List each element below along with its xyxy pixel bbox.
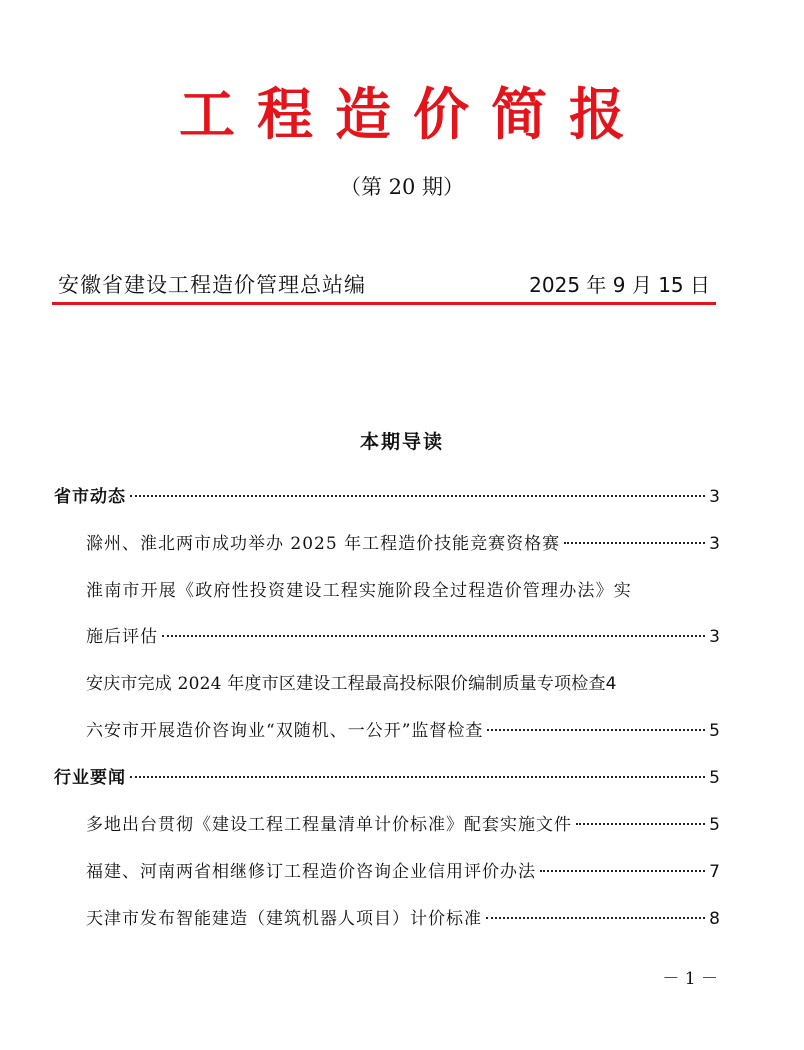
toc-entry[interactable] <box>86 812 720 838</box>
toc-entry-label: 施后评估 <box>86 627 158 647</box>
toc-page-number: 3 <box>709 534 720 554</box>
page-number-footer: － 1 － <box>662 969 718 989</box>
toc-entry-label: 天津市发布智能建造（建筑机器人项目）计价标准 <box>86 909 482 929</box>
toc-entry-label: 安庆市完成 2024 年度市区建设工程最高投标限价编制质量专项检查 <box>86 674 606 694</box>
toc-dot-leader <box>486 917 705 919</box>
toc-dot-leader <box>130 776 705 778</box>
editor-credit: 安徽省建设工程造价管理总站编 <box>58 273 366 297</box>
toc-entry-label: 福建、河南两省相继修订工程造价咨询企业信用评价办法 <box>86 862 536 882</box>
toc-entry[interactable] <box>86 906 720 932</box>
toc-entry-label: 六安市开展造价咨询业“双随机、一公开”监督检查 <box>86 721 484 741</box>
toc-dot-leader <box>576 823 705 825</box>
toc-dot-leader <box>487 729 705 731</box>
masthead-red-rule <box>52 302 716 305</box>
toc-entry[interactable] <box>86 671 720 697</box>
masthead-title: 工程造价简报 <box>179 82 647 148</box>
toc-dot-leader <box>564 542 705 544</box>
toc-entry-label: 行业要闻 <box>54 768 126 788</box>
toc-page-number: 4 <box>605 674 617 694</box>
toc-entry[interactable] <box>86 531 720 557</box>
toc-entry[interactable] <box>86 718 720 744</box>
toc-section-provincial-news[interactable] <box>54 484 720 510</box>
publication-date: 2025 年 9 月 15 日 <box>529 273 710 297</box>
toc-entry-label: 多地出台贯彻《建设工程工程量清单计价标准》配套实施文件 <box>86 815 572 835</box>
toc-dot-leader <box>162 635 705 637</box>
toc-dot-leader <box>130 495 705 497</box>
toc-dot-leader <box>540 870 705 872</box>
toc-entry[interactable] <box>86 859 720 885</box>
toc-page-number: 7 <box>709 862 720 882</box>
toc-entry-label: 滁州、淮北两市成功举办 2025 年工程造价技能竞赛资格赛 <box>86 534 561 554</box>
toc-entry[interactable] <box>86 624 720 650</box>
toc-heading: 本期导读 <box>359 431 444 453</box>
toc-page-number: 3 <box>709 627 720 647</box>
toc-entry-label: 省市动态 <box>54 487 126 507</box>
toc-entry-first-line[interactable]: 淮南市开展《政府性投资建设工程实施阶段全过程造价管理办法》实 <box>86 581 632 601</box>
toc-section-industry-news[interactable] <box>54 765 720 791</box>
toc-page-number: 5 <box>709 721 720 741</box>
toc-page-number: 5 <box>709 768 720 788</box>
issue-number: （第 20 期） <box>339 175 465 199</box>
toc-page-number: 8 <box>709 909 720 929</box>
toc-page-number: 5 <box>709 815 720 835</box>
toc-page-number: 3 <box>709 487 720 507</box>
masthead-info-line <box>58 268 718 302</box>
